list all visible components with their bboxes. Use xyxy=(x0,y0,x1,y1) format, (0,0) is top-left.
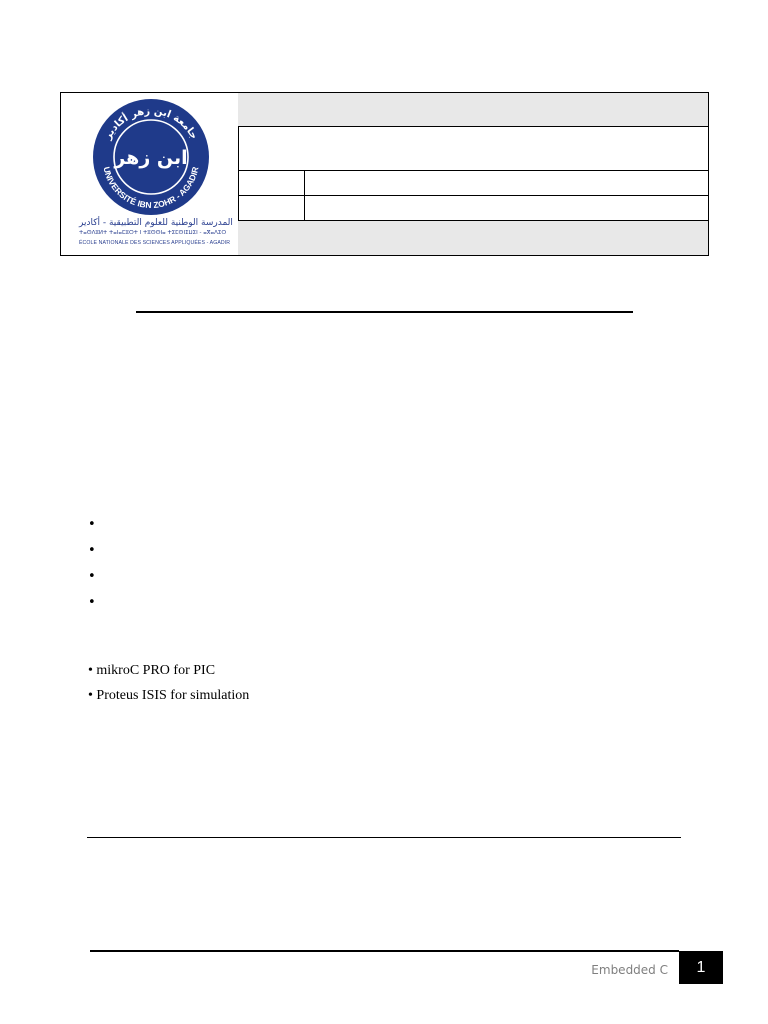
footer-label: Embedded C xyxy=(591,963,668,977)
title-underline xyxy=(136,311,633,313)
footer-rule xyxy=(90,950,679,952)
header-row-split-1-label xyxy=(238,171,305,195)
header-row-split-2 xyxy=(238,196,708,221)
header-table xyxy=(60,92,709,256)
section-divider xyxy=(87,837,681,838)
list-item: • xyxy=(88,569,96,584)
header-row-title xyxy=(238,127,708,171)
header-row-shaded-top xyxy=(238,93,708,127)
header-row-split-1 xyxy=(238,171,708,196)
tool-item-proteus: • Proteus ISIS for simulation xyxy=(88,688,250,703)
list-item: • xyxy=(88,543,96,558)
seal-arabic-arc: جامعة ابن زهر أكادير xyxy=(102,105,200,142)
school-name-french: ÉCOLE NATIONALE DES SCIENCES APPLIQUÉES - AGADIR xyxy=(79,240,231,246)
list-item: • xyxy=(88,595,96,610)
tool-item-mikroc: • mikroC PRO for PIC xyxy=(88,663,216,678)
university-seal-icon xyxy=(89,98,213,216)
seal-monogram: ابن زهر xyxy=(114,147,188,169)
objectives-list xyxy=(88,512,96,616)
list-item: • xyxy=(88,517,96,532)
page-number: 1 xyxy=(679,951,723,984)
logo-cell xyxy=(61,93,239,255)
header-row-split-2-label xyxy=(238,196,305,220)
seal-french-arc: UNIVERSITÉ IBN ZOHR - AGADIR xyxy=(101,165,201,211)
tools-list xyxy=(88,658,249,708)
header-row-shaded-bottom xyxy=(238,221,708,255)
school-name-arabic: المدرسة الوطنية للعلوم التطبيقية - أكادير xyxy=(79,218,233,228)
school-name-tifinagh: ⵜⴰⵙⴷⵓⵍⵜ ⵜⴰⵏⴰⵎⵓⵔⵜ ⵏ ⵜⵓⵙⵙⵏⴰ ⵜⵉⵎⵙⵏⵉⵡⵉⵏ - ⴰⴳⴰⴷⵉⵔ xyxy=(79,230,227,236)
